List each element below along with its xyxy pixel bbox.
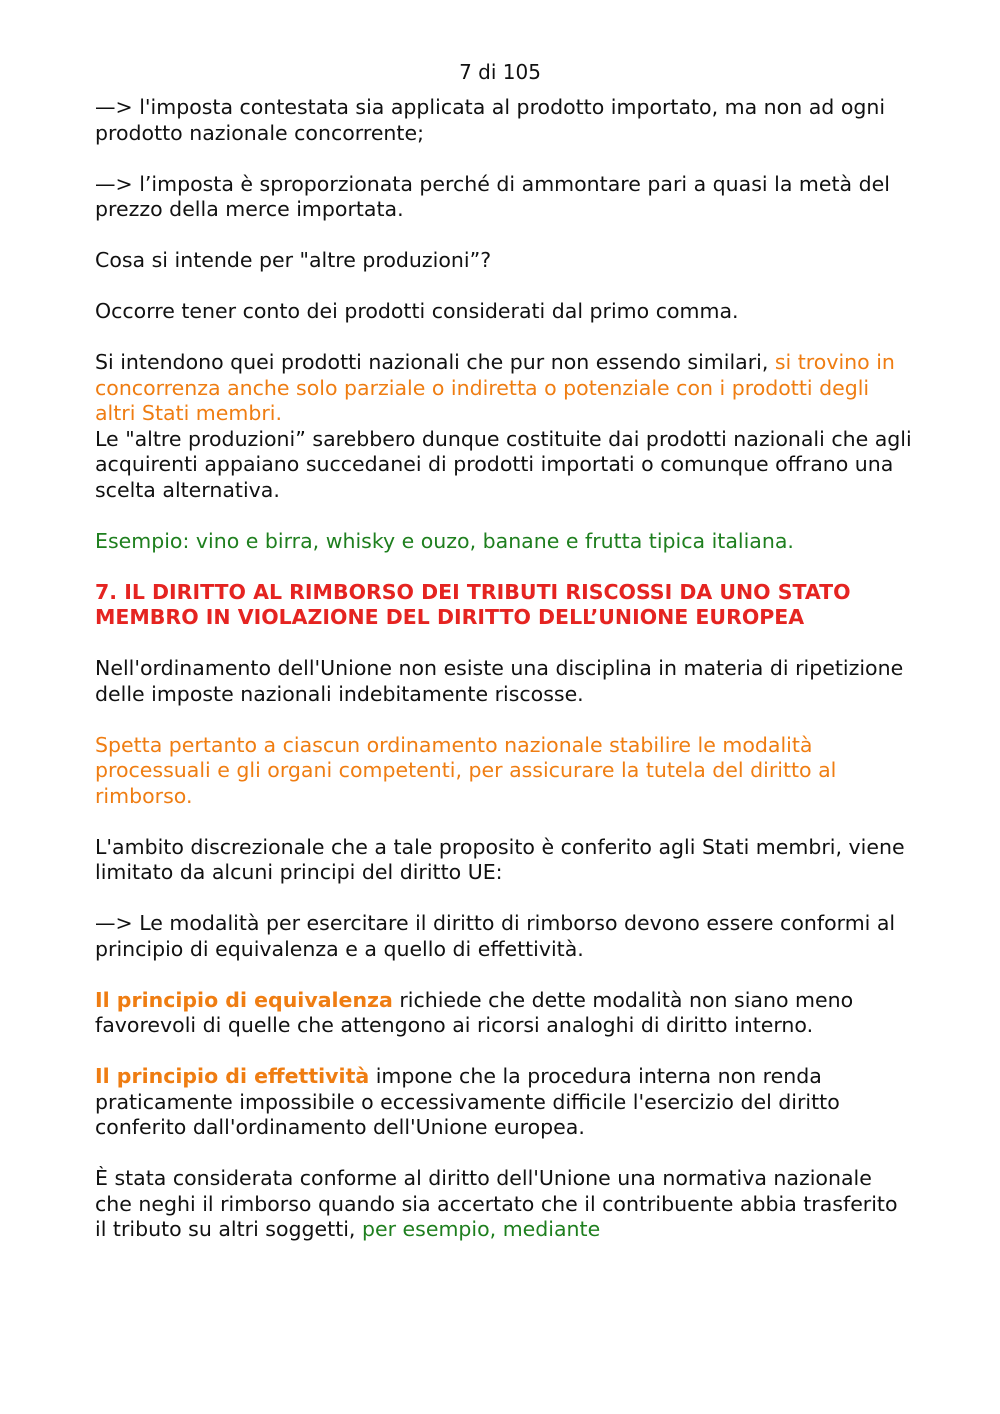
- highlight-concorrenza: si trovino in concorrenza anche solo parziale o indiretta o potenziale con i prodotti degli altri Stati membri.: [95, 350, 895, 425]
- document-body: [95, 95, 915, 1243]
- paragraph-altre-produzioni-line1: Le "altre produzioni” sarebbero dunque costituite dai prodotti nazionali che agli: [95, 426, 912, 451]
- example-paragraph: Esempio: vino e birra, whisky e ouzo, banane e frutta tipica italiana.: [95, 528, 794, 553]
- paragraph-imposta-contestata: —> l'imposta contestata sia applicata al prodotto importato, ma non ad ogni prodotto nazionale concorrente;: [95, 95, 886, 145]
- spacer: [95, 809, 915, 835]
- term-principio-equivalenza: Il principio di equivalenza: [95, 987, 393, 1012]
- spacer: [95, 223, 915, 249]
- paragraph-ordinamento-unione: Nell'ordinamento dell'Unione non esiste una disciplina in materia di ripetizione delle imposte nazionali indebitamente riscosse.: [95, 656, 904, 706]
- spacer: [95, 554, 915, 580]
- spacer: [95, 325, 915, 351]
- paragraph-spetta-pertanto: Spetta pertanto a ciascun ordinamento nazionale stabilire le modalità processuali e gli organi competenti, per assicurare la tutela del diritto al rimborso.: [95, 732, 837, 808]
- spacer: [95, 274, 915, 300]
- paragraph-primo-comma: Occorre tener conto dei prodotti considerati dal primo comma.: [95, 299, 739, 323]
- paragraph-prodotti-nazionali-text: Si intendono quei prodotti nazionali che pur non essendo similari,: [95, 350, 775, 374]
- spacer: [95, 503, 915, 529]
- paragraph-question-altre-produzioni: Cosa si intende per "altre produzioni”?: [95, 248, 492, 272]
- term-principio-effettivita: Il principio di effettività: [95, 1064, 370, 1088]
- spacer: [95, 1141, 915, 1167]
- paragraph-ambito-discrezionale: L'ambito discrezionale che a tale proposito è conferito agli Stati membri, viene limitato da alcuni principi del diritto UE:: [95, 834, 905, 884]
- spacer: [95, 1039, 915, 1065]
- paragraph-principio-effettivita: [95, 1064, 915, 1141]
- spacer: [95, 631, 915, 657]
- paragraph-normativa-conforme-text: È stata considerata conforme al diritto dell'Unione una normativa nazionale che neghi il rimborso quando sia accertato che il contribuente abbia trasferito il tributo su altri soggetti,: [95, 1166, 898, 1241]
- section-heading: 7. IL DIRITTO AL RIMBORSO DEI TRIBUTI RISCOSSI DA UNO STATO MEMBRO IN VIOLAZIONE DEL DIRITTO DELL’UNIONE EUROPEA: [95, 579, 851, 629]
- paragraph-modalita-rimborso: —> Le modalità per esercitare il diritto di rimborso devono essere conformi al principio di equivalenza e a quello di effettività.: [95, 911, 896, 961]
- paragraph-prodotti-nazionali: [95, 350, 915, 427]
- paragraph-altre-produzioni-line2: acquirenti appaiano succedanei di prodotti importati o comunque offrano una scelta alternativa.: [95, 452, 894, 502]
- page-number: 7 di 105: [459, 60, 541, 84]
- paragraph-imposta-sproporzionata: —> l’imposta è sproporzionata perché di ammontare pari a quasi la metà del prezzo della merce importata.: [95, 171, 890, 221]
- paragraph-principio-equivalenza: [95, 988, 915, 1039]
- highlight-per-esempio: per esempio, mediante: [361, 1217, 601, 1241]
- spacer: [95, 146, 915, 172]
- paragraph-principio-effettivita-text: impone che la procedura interna non renda praticamente impossibile o eccessivamente difficile l'esercizio del diritto conferito dall'ordinamento dell'Unione europea.: [95, 1064, 840, 1139]
- paragraph-normativa-conforme: [95, 1166, 915, 1243]
- spacer: [95, 707, 915, 733]
- spacer: [95, 886, 915, 912]
- paragraph-principio-equivalenza-text: richiede che dette modalità non siano meno favorevoli di quelle che attengono ai ricorsi analoghi di diritto interno.: [95, 987, 854, 1037]
- spacer: [95, 962, 915, 988]
